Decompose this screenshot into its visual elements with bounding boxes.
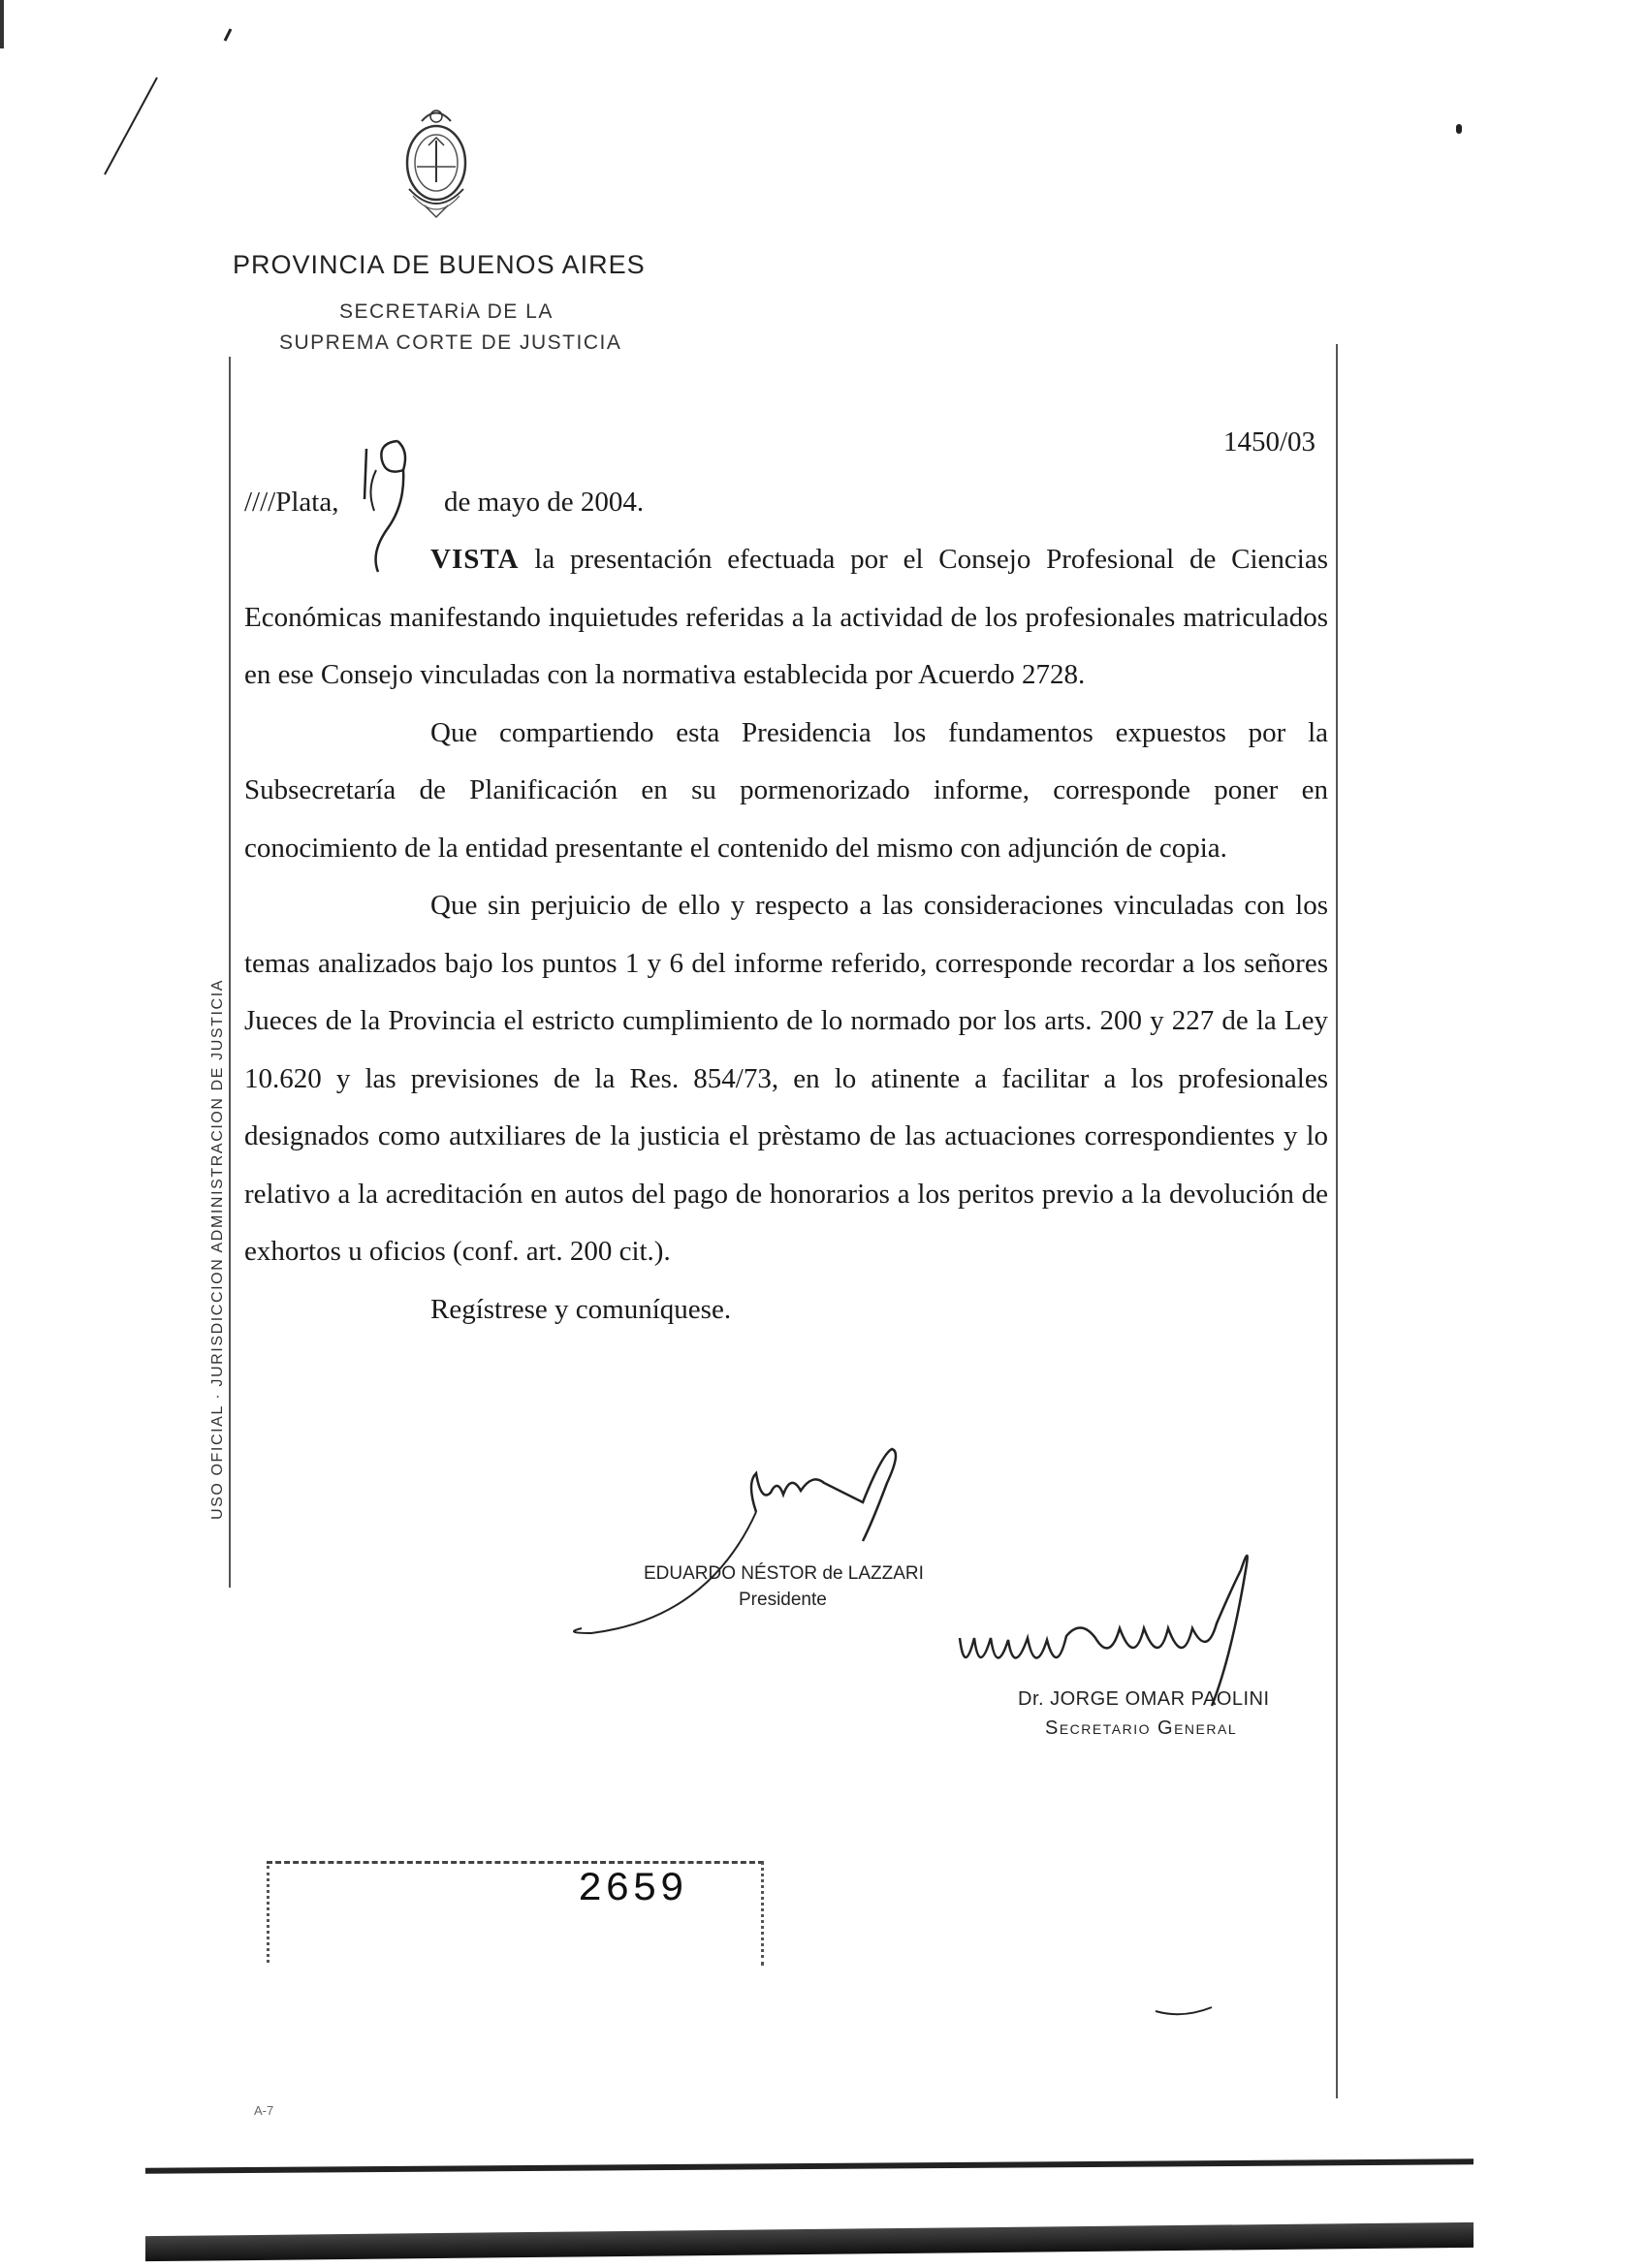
right-margin-line (1336, 344, 1338, 2098)
document-body (244, 531, 1328, 1339)
office-line-2: SUPREMA CORTE DE JUSTICIA (279, 331, 622, 354)
scan-band-1 (145, 2158, 1474, 2174)
province-heading: PROVINCIA DE BUENOS AIRES (233, 250, 646, 279)
side-label: USO OFICIAL · JURISDICCION ADMINISTRACION DE JUSTICIA (209, 978, 226, 1520)
date-rest: de mayo de 2004. (444, 487, 645, 518)
corner-mark (0, 0, 4, 48)
reference-number: 1450/03 (1223, 426, 1316, 457)
pen-mark (97, 10, 291, 204)
paragraph-vista (244, 531, 1328, 705)
stamp-left-edge (267, 1866, 269, 1963)
date-prefix: ////Plata, (244, 487, 339, 518)
vista-keyword: VISTA (430, 544, 520, 575)
secretary-name: Dr. JORGE OMAR PAOLINI (1018, 1688, 1270, 1710)
paragraph-2: Que compartiendo esta Presidencia los fundamentos expuestos por la Subsecretaría de Planificación en su pormenorizado informe, corresponde poner en conocimiento de la entidad presentante el contenido del mismo con adjunción de copia. (244, 716, 1328, 864)
paragraph-3: Que sin perjuicio de ello y respecto a las consideraciones vinculadas con los temas analizados bajo los puntos 1 y 6 del informe referido, corresponde recordar a los señores Jueces de la Provincia el estricto cumplimiento de lo normado por los arts. 200 y 227 de la Ley 10.620 y las previsiones de la Res. 854/73, en lo atinente a facilitar a los profesionales designados como autxiliares de la justicia el prèstamo de las actuaciones correspondientes y lo relativo a la acreditación en autos del pago de honorarios a los peritos previo a la devolución de exhortos u oficios (conf. art. 200 cit.). (244, 890, 1328, 1267)
left-margin-line (229, 357, 231, 1588)
form-code: A-7 (254, 2103, 274, 2118)
registry-stamp (267, 1861, 764, 1966)
scan-band-2 (145, 2222, 1474, 2261)
dot-mark (1456, 124, 1462, 134)
president-title: Presidente (739, 1590, 827, 1610)
pen-mark-bottom (1154, 2001, 1221, 2021)
stamp-number: 2659 (578, 1866, 687, 1912)
office-line-1: SECRETARiA DE LA (339, 300, 554, 323)
secretary-title: Secretario General (1045, 1717, 1238, 1739)
paragraph-1-text: la presentación efectuada por el Consejo Profesional de Ciencias Económicas manifestando inquietudes referidas a la actividad de los profesionales matriculados en ese Consejo vinculadas con la normativa establecida por Acuerdo 2728. (244, 544, 1328, 690)
provincial-seal-icon (388, 97, 485, 233)
closing-line: Regístrese y comuníquese. (430, 1293, 732, 1325)
president-name: EDUARDO NÉSTOR de LAZZARI (644, 1563, 924, 1584)
